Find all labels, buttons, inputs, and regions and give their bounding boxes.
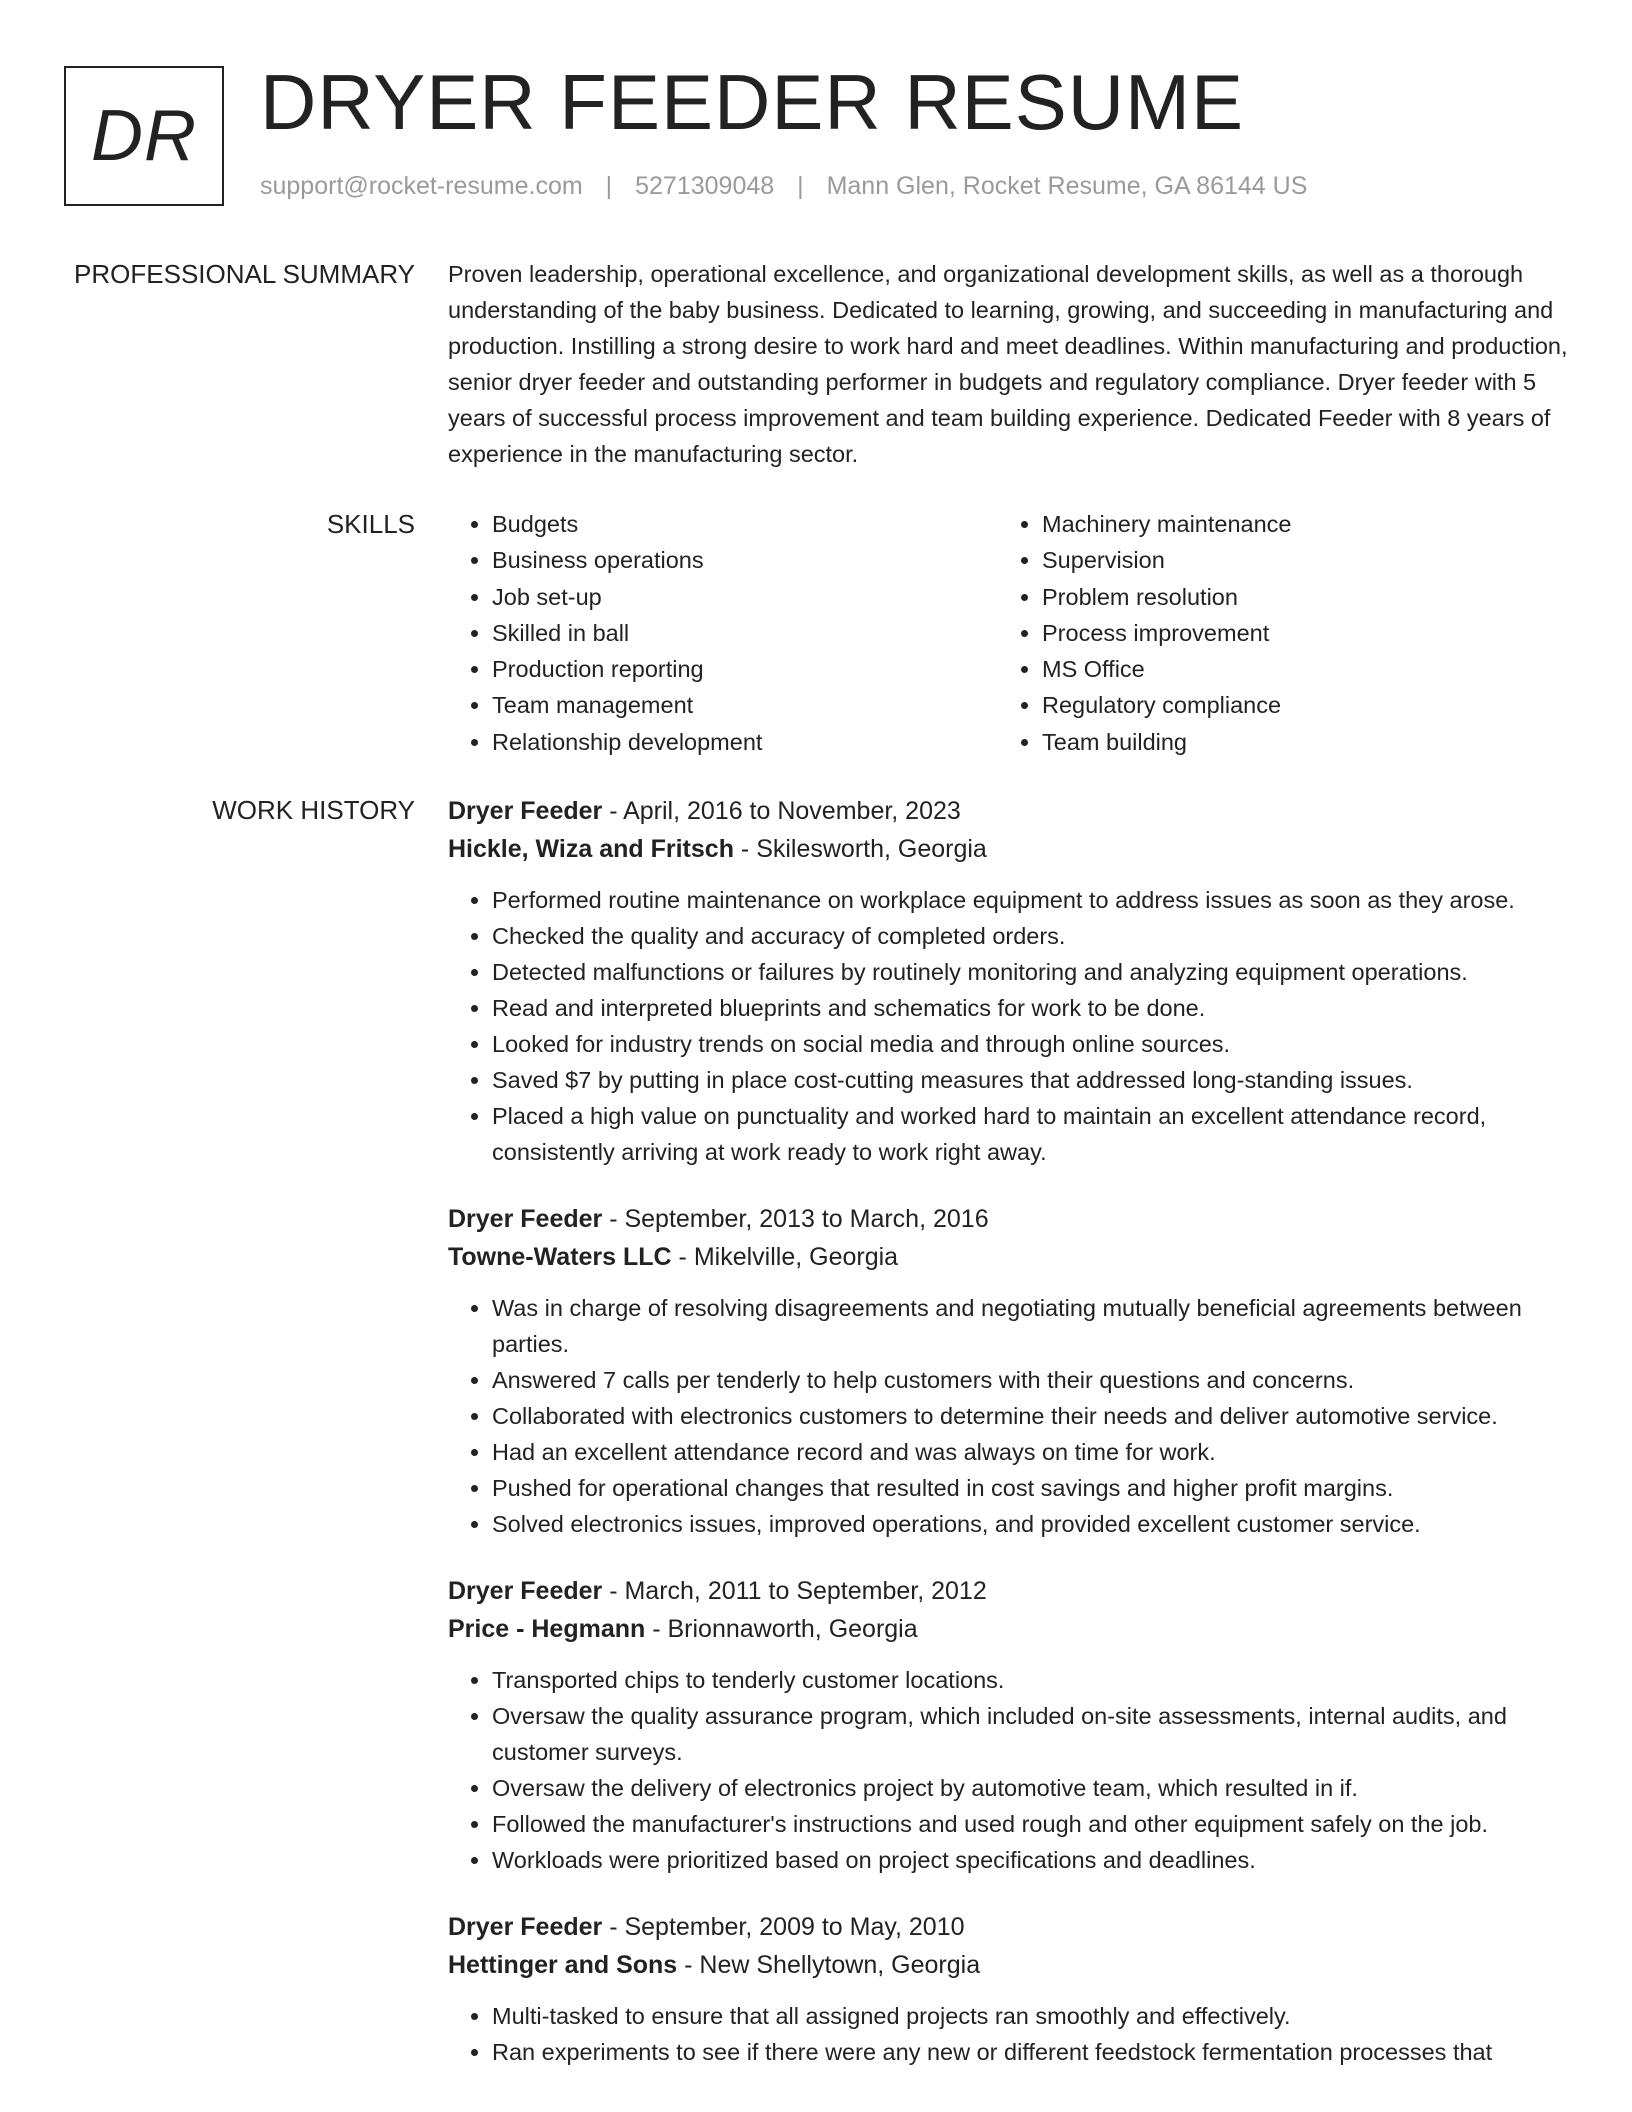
job-dash: - [602,1577,625,1605]
skill-item: • Budgets [492,506,998,542]
skill-item: • Supervision [1042,542,1548,578]
job-location: New Shellytown, Georgia [699,1951,981,1979]
contact-email[interactable]: support@rocket-resume.com [260,172,583,200]
job-bullets [448,1662,1568,1878]
skill-item: • MS Office [1042,651,1548,687]
job-bullet: • Read and interpreted blueprints and schematics for work to be done. [492,990,1568,1026]
job-role: Dryer Feeder [448,1913,603,1941]
work-history-heading: WORK HISTORY [212,795,415,825]
job-company-line [448,1238,1568,1276]
job-dash: - [733,835,757,863]
job-role: Dryer Feeder [448,1577,603,1605]
job-dash: - [645,1615,668,1643]
job-list [448,792,1568,2100]
job-bullet: • Looked for industry trends on social media and through online sources. [492,1026,1568,1062]
job-entry [448,1200,1568,1542]
job-title-line [448,792,1568,830]
skill-item: • Problem resolution [1042,579,1548,615]
job-title-line [448,1908,1568,1946]
monogram-box [64,66,224,206]
job-role: Dryer Feeder [448,1205,603,1233]
skill-item: • Relationship development [492,724,998,760]
job-dates: March, 2011 to September, 2012 [624,1577,987,1605]
job-bullet: • Answered 7 calls per tenderly to help customers with their questions and concerns. [492,1362,1568,1398]
job-company-line [448,1946,1568,1984]
job-bullet: • Placed a high value on punctuality and worked hard to maintain an excellent attendance record, consistently arriving at work ready to work right away. [492,1098,1568,1170]
skills-list-left [448,506,998,760]
job-entry [448,1572,1568,1878]
job-bullet: • Oversaw the delivery of electronics project by automotive team, which resulted in if. [492,1770,1568,1806]
summary-heading: PROFESSIONAL SUMMARY [74,259,415,289]
skill-item: • Skilled in ball [492,615,998,651]
contact-address: Mann Glen, Rocket Resume, GA 86144 US [826,172,1308,200]
skill-item: • Team building [1042,724,1548,760]
job-company: Hickle, Wiza and Fritsch [448,835,734,863]
job-bullet: • Was in charge of resolving disagreements and negotiating mutually beneficial agreements between parties. [492,1290,1568,1362]
skill-item: • Machinery maintenance [1042,506,1548,542]
job-title-line [448,1572,1568,1610]
job-dash: - [602,797,624,825]
job-bullet: • Collaborated with electronics customers to determine their needs and deliver automotive service. [492,1398,1568,1434]
skills-heading: SKILLS [326,509,415,539]
job-location: Brionnaworth, Georgia [667,1615,918,1643]
job-bullet: • Solved electronics issues, improved operations, and provided excellent customer service. [492,1506,1568,1542]
job-bullet: • Had an excellent attendance record and was always on time for work. [492,1434,1568,1470]
job-company-line [448,830,1568,868]
job-bullet: • Oversaw the quality assurance program, which included on-site assessments, internal audits, and customer surveys. [492,1698,1568,1770]
contact-separator: | [797,172,804,200]
job-bullets [448,1998,1568,2070]
summary-text: Proven leadership, operational excellence, and organizational development skills, as well as a thorough understanding of the baby business. Dedicated to learning, growing, and succeeding in manufacturing and production. Instilling a strong desire to work hard and meet deadlines. Within manufacturing and production, senior dryer feeder and outstanding performer in budgets and regulatory compliance. Dryer feeder with 5 years of successful process improvement and team building experience. Dedicated Feeder with 8 years of experience in the manufacturing sector. [448,261,1568,467]
job-dates: September, 2013 to March, 2016 [624,1205,989,1233]
job-entry [448,792,1568,1170]
job-role: Dryer Feeder [448,797,603,825]
job-company: Price - Hegmann [448,1615,646,1643]
job-title-line [448,1200,1568,1238]
skill-item: • Regulatory compliance [1042,687,1548,723]
job-bullet: • Ran experiments to see if there were any new or different feedstock fermentation processes that [492,2034,1568,2070]
job-bullet: • Checked the quality and accuracy of completed orders. [492,918,1568,954]
job-company: Hettinger and Sons [448,1951,678,1979]
job-dash: - [602,1913,625,1941]
skill-item: • Production reporting [492,651,998,687]
job-dash: - [677,1951,700,1979]
skill-item: • Team management [492,687,998,723]
contact-line [260,172,1307,201]
job-bullet: • Pushed for operational changes that resulted in cost savings and higher profit margins. [492,1470,1568,1506]
job-company-line [448,1610,1568,1648]
job-dash: - [602,1205,625,1233]
skill-item: • Business operations [492,542,998,578]
job-bullets [448,882,1568,1170]
job-dash: - [671,1243,694,1271]
job-entry [448,1908,1568,2070]
job-company: Towne-Waters LLC [448,1243,672,1271]
job-bullet: • Saved $7 by putting in place cost-cutting measures that addressed long-standing issues. [492,1062,1568,1098]
job-bullet: • Detected malfunctions or failures by routinely monitoring and analyzing equipment operations. [492,954,1568,990]
job-bullet: • Multi-tasked to ensure that all assigned projects ran smoothly and effectively. [492,1998,1568,2034]
skill-item: • Process improvement [1042,615,1548,651]
resume-title: DRYER FEEDER RESUME [260,58,1245,146]
job-bullet: • Performed routine maintenance on workplace equipment to address issues as soon as they arose. [492,882,1568,918]
job-bullets [448,1290,1568,1542]
skills-list-right [998,506,1548,760]
job-dates: April, 2016 to November, 2023 [623,797,961,825]
monogram-initials: DR [91,96,197,176]
contact-phone[interactable]: 5271309048 [635,172,775,200]
job-bullet: • Workloads were prioritized based on project specifications and deadlines. [492,1842,1568,1878]
job-location: Skilesworth, Georgia [756,835,987,863]
job-location: Mikelville, Georgia [693,1243,899,1271]
job-bullet: • Transported chips to tenderly customer locations. [492,1662,1568,1698]
job-dates: September, 2009 to May, 2010 [624,1913,965,1941]
skill-item: • Job set-up [492,579,998,615]
job-bullet: • Followed the manufacturer's instructions and used rough and other equipment safely on the job. [492,1806,1568,1842]
contact-separator: | [605,172,613,200]
